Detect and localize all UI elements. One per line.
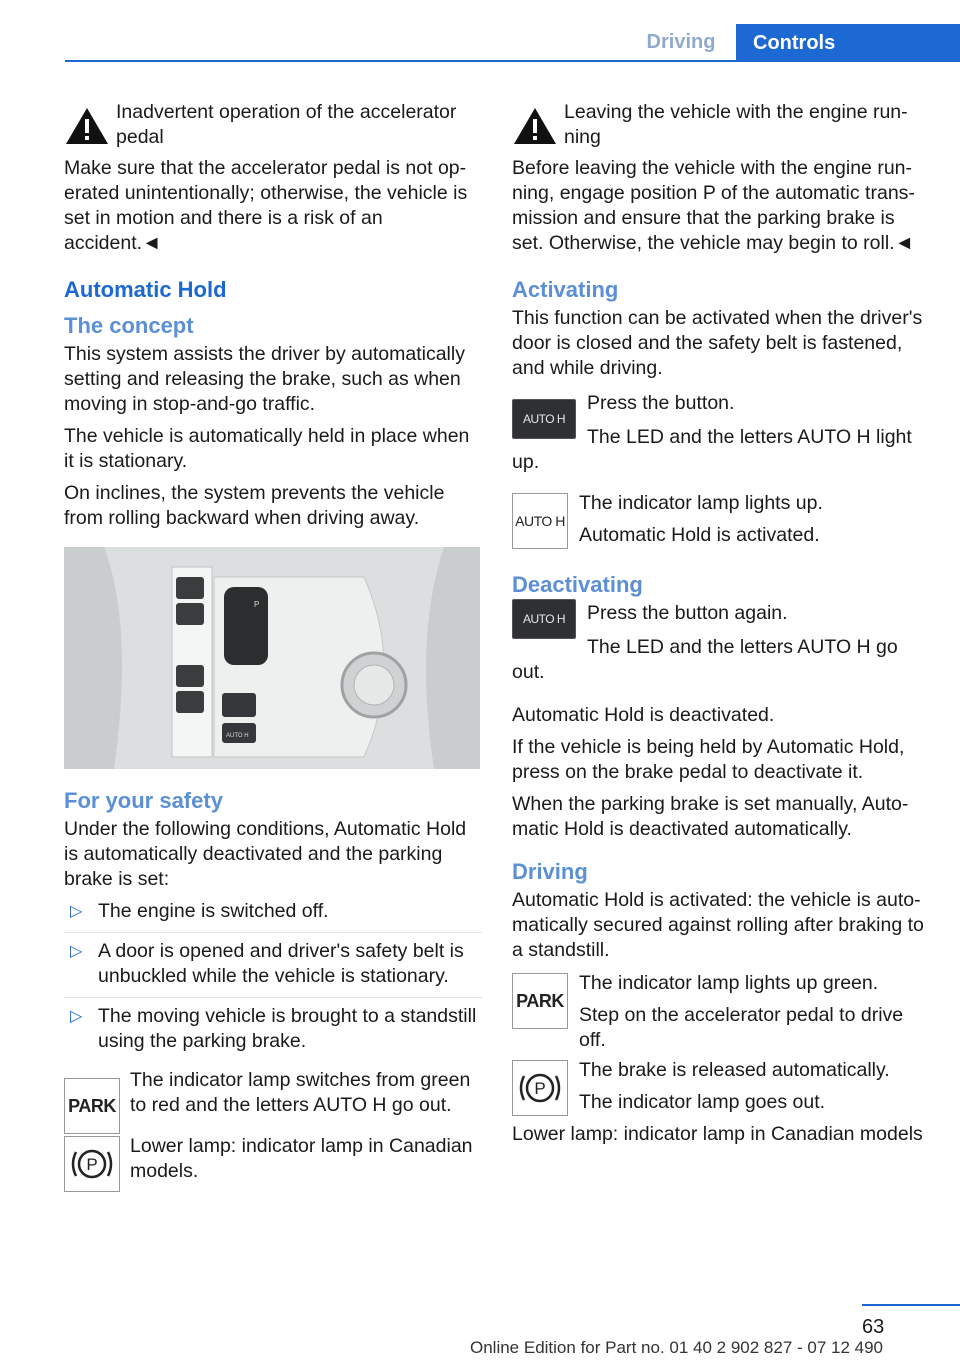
- warning-icon: [64, 106, 110, 146]
- paragraph: When the parking brake is set manually, Automatic Hold is deactivated automatically.: [512, 793, 909, 840]
- paragraph: The indicator lamp goes out.: [579, 1091, 826, 1113]
- bullet-icon: ▷: [70, 943, 83, 960]
- svg-text:P: P: [86, 1155, 98, 1174]
- park-lamp-row: [512, 971, 930, 1053]
- paragraph: Automatic Hold is activated.: [579, 524, 820, 546]
- canada-lamp-row: [64, 1134, 482, 1194]
- autoh-button-icon: AUTO H: [512, 399, 576, 439]
- subheading-driving: Driving: [512, 859, 588, 884]
- list-item: ▷ The moving vehicle is brought to a standstill using the parking brake.: [70, 1005, 477, 1052]
- paragraph: Press the button.: [587, 392, 735, 414]
- warning-block: [512, 100, 930, 150]
- park-lamp-row: [64, 1068, 482, 1128]
- edition-line: Online Edition for Part no. 01 40 2 902 827 - 07 12 490: [470, 1338, 884, 1357]
- header-chapter: Controls: [736, 24, 960, 62]
- center-console-photo: [64, 547, 480, 769]
- subheading-deactivating: Deactivating: [512, 572, 643, 597]
- bullet-icon: ▷: [70, 1008, 83, 1025]
- paragraph: This function can be activated when the driver's door is closed and the safety belt is fastened, and while driving.: [512, 307, 923, 379]
- paragraph: If the vehicle is being held by Automatic Hold, press on the brake pedal to deactivate it.: [512, 736, 905, 783]
- warning-body: Before leaving the vehicle with the engine running, engage position P of the automatic transmission and ensure that the parking brake is set. Otherwise, the vehicle may begin to roll.◄: [512, 157, 915, 254]
- gear-selector-label: P: [254, 600, 260, 609]
- warning-title: Leaving the vehicle with the engine running: [564, 101, 908, 148]
- section-heading: Automatic Hold: [64, 277, 227, 302]
- console-illustration: [64, 547, 480, 769]
- paragraph: On inclines, the system prevents the vehicle from rolling backward when driving away.: [64, 482, 445, 529]
- autoh-button-row: [512, 391, 930, 451]
- subheading-activating: Activating: [512, 277, 619, 302]
- parking-brake-indicator-icon: [512, 1060, 568, 1116]
- svg-text:P: P: [534, 1079, 546, 1098]
- autoh-indicator-icon: AUTO H: [512, 493, 568, 549]
- paragraph: The LED and the letters AUTO H go out.: [512, 636, 898, 683]
- header-rule: [65, 60, 960, 62]
- park-indicator-icon: PARK: [512, 973, 568, 1029]
- paragraph: Under the following conditions, Automatic Hold is automatically deactivated and the parking brake is set:: [64, 818, 467, 890]
- bullet-icon: ▷: [70, 903, 83, 920]
- page-number: 63: [862, 1316, 885, 1338]
- paragraph: Lower lamp: indicator lamp in Canadian models: [512, 1123, 923, 1145]
- list-item: ▷ The engine is switched off.: [64, 899, 482, 933]
- subheading-safety: For your safety: [64, 788, 223, 813]
- warning-body: Make sure that the accelerator pedal is not operated unintentionally; otherwise, the vehicle is set in motion and there is a risk of an accident.◄: [64, 157, 468, 254]
- paragraph: The LED and the letters AUTO H light up.: [512, 426, 912, 473]
- parking-brake-indicator-icon: [64, 1136, 120, 1192]
- autoh-lamp-row: [512, 491, 930, 551]
- paragraph: This system assists the driver by automatically setting and releasing the brake, such as when moving in stop-and-go traffic.: [64, 343, 465, 415]
- paragraph: Automatic Hold is deactivated.: [512, 704, 775, 726]
- paragraph: Press the button again.: [587, 602, 788, 624]
- list-item: ▷ A door is opened and driver's safety belt is unbuckled while the vehicle is stationary.: [64, 939, 482, 998]
- warning-block: [64, 100, 482, 150]
- park-indicator-icon: PARK: [64, 1078, 120, 1134]
- right-column: [512, 100, 930, 1154]
- header-section: Driving: [646, 31, 716, 53]
- canada-lamp-row: [512, 1058, 930, 1118]
- subheading-concept: The concept: [64, 313, 194, 338]
- paragraph: The brake is released automatically.: [579, 1059, 890, 1081]
- paragraph: Step on the accelerator pedal to drive off.: [579, 1004, 904, 1051]
- footer-rule: [862, 1304, 960, 1306]
- park-lamp-text: The indicator lamp switches from green to red and the letters AUTO H go out.: [130, 1069, 471, 1116]
- warning-icon: [512, 106, 558, 146]
- paragraph: The vehicle is automatically held in place when it is stationary.: [64, 425, 470, 472]
- canada-lamp-text: Lower lamp: indicator lamp in Canadian models.: [130, 1135, 473, 1182]
- paragraph: Automatic Hold is activated: the vehicle is automatically secured against rolling after braking to a standstill.: [512, 889, 924, 961]
- paragraph: The indicator lamp lights up.: [579, 492, 823, 514]
- left-column: [64, 100, 482, 1198]
- autoh-button-icon: AUTO H: [512, 599, 576, 639]
- autoh-button-label: AUTO H: [226, 733, 249, 739]
- bullet-list: [64, 899, 482, 1062]
- autoh-button-row: [512, 601, 930, 661]
- warning-title: Inadvertent operation of the accelerator pedal: [116, 101, 457, 148]
- paragraph: The indicator lamp lights up green.: [579, 972, 879, 994]
